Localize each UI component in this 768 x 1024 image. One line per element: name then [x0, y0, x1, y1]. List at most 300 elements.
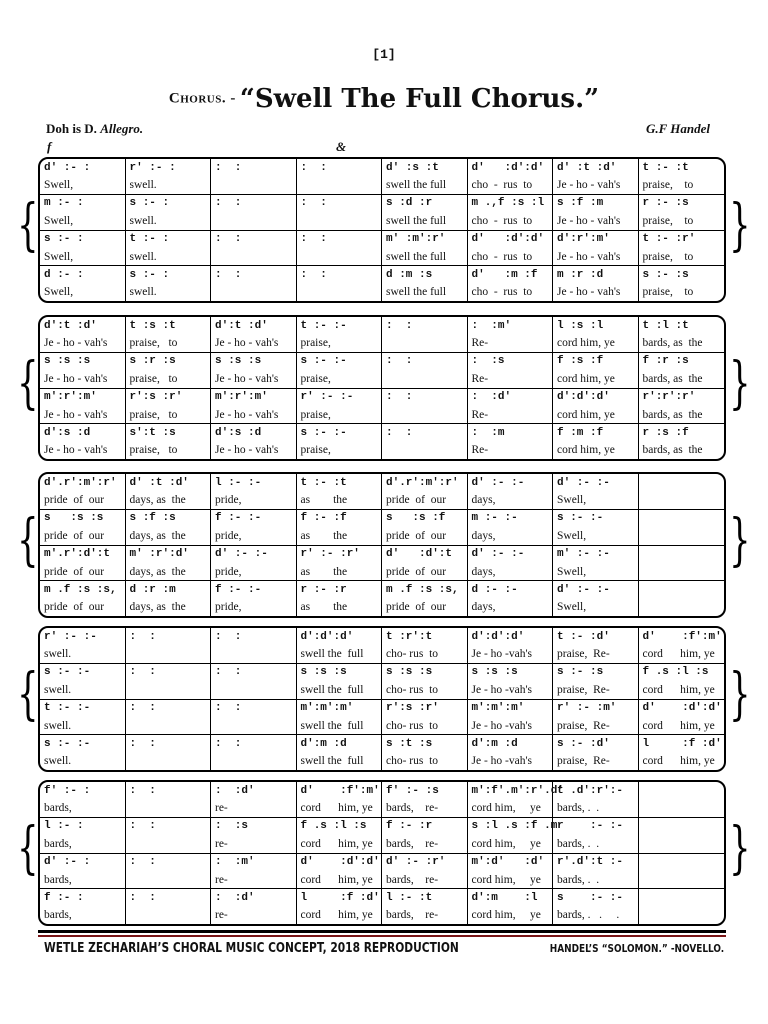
note-line: d' :- :-: [557, 583, 610, 596]
lyric-line: pride of our: [386, 601, 447, 614]
lyric-line: bards, re-: [382, 799, 467, 817]
note-line: s':t :s: [129, 426, 176, 439]
lyric-line: swell the full: [382, 248, 467, 266]
lyric-line: cord him, ye: [642, 755, 715, 768]
note-line: f' :- :: [44, 784, 91, 797]
lyric-line: [211, 284, 296, 301]
note-line: s :- :-: [300, 355, 347, 368]
page-title: “Swell The Full Chorus.”: [239, 84, 600, 114]
lyric-line: Je - ho -vah's: [468, 717, 553, 735]
measure: [468, 628, 554, 770]
note-line: t :- :-: [300, 319, 347, 332]
note-line: t :- :: [129, 233, 170, 246]
note-line: [639, 510, 725, 527]
note-line: s :f :s: [129, 512, 176, 525]
note-line: : :: [386, 319, 413, 332]
note-line: : :: [129, 891, 156, 904]
note-line: d' :- :-: [471, 548, 525, 561]
lyric-line: Je - ho -vah's: [471, 755, 533, 768]
note-line: s :f :m: [557, 197, 604, 210]
note-line: r':s :r': [129, 391, 183, 404]
note-line: r :- :-: [557, 820, 624, 833]
lyric-line: bards, . .: [553, 871, 638, 889]
note-line: : :: [129, 856, 156, 869]
measure: [382, 317, 468, 459]
lyric-line: praise, to: [639, 212, 725, 230]
note-line: d' :d':t: [386, 548, 453, 561]
lyric-line: bards,: [44, 909, 72, 922]
lyric-line: Je - ho -vah's: [468, 645, 553, 663]
left-brace-icon: {: [17, 351, 39, 416]
note-line: l :- :: [44, 820, 84, 833]
note-line: d' :d':d': [300, 856, 380, 869]
left-brace-icon: {: [17, 508, 39, 573]
note-line: s :- :-: [44, 666, 91, 679]
lyric-line: days,: [468, 491, 553, 509]
note-line: : :: [215, 233, 242, 246]
measure: [382, 159, 468, 301]
lyric-line: cho - rus to: [468, 248, 553, 266]
measure: [297, 159, 383, 301]
lyric-line: Swell,: [44, 286, 74, 299]
lyric-line: cho - rus to: [471, 286, 533, 299]
lyric-line: swell the full: [386, 286, 447, 299]
lyric-line: cord him, ye: [553, 406, 638, 424]
measure-grid: [40, 628, 724, 770]
lyric-line: [639, 835, 725, 853]
score-system: [38, 472, 726, 618]
lyric-line: days, as the: [126, 527, 211, 545]
note-line: d' :f':m': [300, 784, 380, 797]
lyric-line: swell.: [40, 717, 125, 735]
page-number: [1]: [372, 47, 396, 62]
note-line: d':s :d: [215, 426, 262, 439]
footer-rule: [38, 930, 726, 933]
note-line: [639, 889, 725, 906]
chorus-label: Chorus. -: [168, 90, 236, 107]
measure: [40, 317, 126, 459]
note-line: r':r':r': [642, 391, 696, 404]
note-line: d' :- :r': [386, 856, 446, 869]
note-line: : :: [129, 784, 156, 797]
lyric-line: re-: [211, 799, 296, 817]
note-line: l :- :t: [386, 891, 433, 904]
note-line: l :f :d': [300, 891, 380, 904]
lyric-line: pride of our: [40, 527, 125, 545]
note-line: s :d :r: [386, 197, 433, 210]
note-line: r':s :r': [386, 702, 439, 715]
lyric-line: [211, 717, 296, 735]
lyric-line: Re-: [471, 444, 489, 457]
note-line: d :- :-: [471, 583, 518, 596]
tempo-marking: Allegro.: [100, 121, 144, 136]
measure: [468, 782, 564, 924]
lyric-line: pride of our: [40, 491, 125, 509]
note-line: t :- :t: [300, 476, 347, 489]
lyric-line: [126, 645, 211, 663]
left-brace-icon: {: [17, 816, 39, 881]
measure: [297, 317, 383, 459]
lyric-line: bards, as the: [639, 406, 725, 424]
lyric-line: Swell,: [40, 212, 125, 230]
lyric-line: cord him, ye: [297, 835, 382, 853]
lyric-line: Je - ho - vah's: [44, 444, 108, 457]
key-tempo: [46, 121, 143, 137]
note-line: r' :- :r': [300, 548, 360, 561]
key-signature: Doh is D.: [46, 121, 97, 136]
lyric-line: Je - ho - vah's: [40, 334, 125, 352]
measure: [639, 782, 725, 924]
note-line: [639, 474, 725, 491]
note-line: d'.r':m':r': [44, 476, 117, 489]
lyric-line: [639, 799, 725, 817]
note-line: : :: [300, 197, 327, 210]
note-line: s :- :s: [557, 666, 604, 679]
note-line: m':m':m': [300, 702, 354, 715]
note-line: d' :s :t: [386, 161, 439, 174]
lyric-line: [382, 334, 467, 352]
note-line: d':r':m': [557, 233, 610, 246]
lyric-line: bards, re-: [382, 871, 467, 889]
note-line: s :s :s: [386, 666, 433, 679]
measure: [382, 474, 468, 616]
note-line: d':m :d: [471, 737, 518, 750]
measure: [468, 317, 554, 459]
lyric-line: as the: [300, 601, 348, 614]
lyric-line: pride of our: [382, 563, 467, 581]
lyric-line: Je - ho - vah's: [553, 212, 638, 230]
dynamic-forte: f: [47, 139, 52, 154]
note-line: d'.r':m':r': [386, 476, 459, 489]
lyric-line: cord him, ye: [468, 799, 553, 817]
lyric-line: bards, as the: [639, 334, 725, 352]
lyric-line: bards, . .: [553, 799, 638, 817]
note-line: r'.d':t :-: [557, 856, 624, 869]
lyric-line: [297, 176, 382, 194]
note-line: d' :f':m': [642, 630, 722, 643]
footer-source: HANDEL’S “SOLOMON.” -NOVELLO.: [549, 943, 724, 955]
lyric-line: Je - ho - vah's: [40, 370, 125, 388]
note-line: : :: [215, 630, 242, 643]
measure: [639, 317, 725, 459]
lyric-line: cord him, ye: [297, 871, 382, 889]
lyric-line: Swell,: [557, 601, 587, 614]
note-line: f :m :f: [557, 426, 604, 439]
lyric-line: days, as the: [126, 491, 211, 509]
lyric-line: cho- rus to: [382, 717, 467, 735]
note-line: d':s :d: [44, 426, 91, 439]
measure: [126, 159, 212, 301]
note-line: s :- :-: [557, 891, 624, 904]
note-line: : :m': [215, 856, 255, 869]
note-line: r :- :r: [300, 583, 347, 596]
lyric-line: swell.: [126, 176, 211, 194]
lyric-line: re-: [211, 871, 296, 889]
measure: [639, 474, 725, 616]
measure: [211, 782, 297, 924]
lyric-line: praise,: [297, 334, 382, 352]
note-line: t :s :t: [129, 319, 176, 332]
note-line: f :r :s: [642, 355, 689, 368]
lyric-line: Swell,: [553, 563, 638, 581]
lyric-line: [382, 406, 467, 424]
note-line: t :r':t: [386, 630, 433, 643]
measure: [126, 782, 212, 924]
note-line: : :m': [471, 319, 512, 332]
measure: [126, 474, 212, 616]
measure: [553, 628, 639, 770]
measure: [126, 628, 212, 770]
lyric-line: days, as the: [126, 563, 211, 581]
note-line: d' :t :d': [129, 476, 189, 489]
lyric-line: [211, 212, 296, 230]
note-line: m':d' :d': [471, 856, 545, 869]
note-line: m' :m':r': [386, 233, 446, 246]
lyric-line: Je - ho - vah's: [211, 370, 296, 388]
note-line: r' :- :-: [300, 391, 354, 404]
note-line: s :s :s: [44, 512, 104, 525]
measure-grid: [40, 474, 724, 616]
note-line: f :- :-: [215, 512, 262, 525]
note-line: [639, 546, 725, 563]
lyric-line: Je - ho - vah's: [553, 248, 638, 266]
measure: [553, 474, 639, 616]
note-line: s :- :-: [557, 512, 604, 525]
lyric-line: Je - ho - vah's: [553, 176, 638, 194]
lyric-line: days,: [471, 601, 496, 614]
measure: [297, 628, 383, 770]
lyric-line: cord him, ye: [297, 799, 382, 817]
lyric-line: [639, 563, 725, 581]
note-line: m':r':m': [215, 391, 268, 404]
note-line: : :: [386, 391, 413, 404]
lyric-line: swell the full: [300, 755, 364, 768]
note-line: f :- :f: [300, 512, 347, 525]
measure: [468, 159, 554, 301]
note-line: [639, 782, 725, 799]
lyric-line: praise, Re-: [553, 645, 638, 663]
note-line: r :s :f: [642, 426, 689, 439]
note-line: d' :d':d': [471, 233, 545, 246]
note-line: d':d':d': [557, 391, 610, 404]
lyric-line: [126, 799, 211, 817]
lyric-line: bards, . . .: [557, 909, 620, 922]
measure: [211, 317, 297, 459]
note-line: s :- :: [44, 233, 84, 246]
lyric-line: cho- rus to: [386, 755, 439, 768]
note-line: m .,f :s :l: [471, 197, 545, 210]
lyric-line: bards,: [40, 871, 125, 889]
note-line: s :- :-: [44, 737, 91, 750]
footer-credit: WETLE ZECHARIAH’S CHORAL MUSIC CONCEPT, 2018 REPRODUCTION: [44, 941, 459, 956]
lyric-line: [297, 248, 382, 266]
note-line: t :- :t: [642, 161, 689, 174]
note-line: d' :t :d': [557, 161, 617, 174]
note-line: d :r :m: [129, 583, 176, 596]
lyric-line: Je - ho -vah's: [468, 681, 553, 699]
lyric-line: re-: [215, 909, 228, 922]
lyric-line: cord him, ye: [553, 370, 638, 388]
lyric-line: [126, 717, 211, 735]
lyric-line: praise, to: [642, 286, 694, 299]
lyric-line: cord him, ye: [639, 645, 725, 663]
score-system: [38, 157, 726, 303]
note-line: s :s :s: [215, 355, 262, 368]
note-line: r' :- :-: [44, 630, 97, 643]
lyric-line: praise, to: [126, 406, 211, 424]
note-line: d':d':d': [300, 630, 354, 643]
note-line: r' :- :m': [557, 702, 617, 715]
lyric-line: as the: [297, 491, 382, 509]
lyric-line: swell.: [44, 755, 72, 768]
lyric-line: bards,: [40, 799, 125, 817]
note-line: : :: [215, 268, 242, 281]
lyric-line: swell the full: [297, 717, 382, 735]
note-line: [639, 854, 725, 871]
lyric-line: praise, Re-: [553, 681, 638, 699]
measure: [211, 159, 297, 301]
measure: [297, 474, 383, 616]
lyric-line: pride,: [211, 563, 296, 581]
note-line: s :r :s: [129, 355, 176, 368]
lyric-line: praise,: [297, 370, 382, 388]
lyric-line: swell the full: [382, 176, 467, 194]
lyric-line: Swell,: [40, 248, 125, 266]
measure: [382, 628, 468, 770]
note-line: d' :d':d': [642, 702, 722, 715]
lyric-line: bards, as the: [642, 444, 703, 457]
right-brace-icon: }: [729, 193, 751, 258]
lyric-line: cord him, ye: [639, 681, 725, 699]
lyric-line: cho- rus to: [382, 645, 467, 663]
note-line: m' :r':d': [129, 548, 189, 561]
note-line: d':d':d': [471, 630, 525, 643]
note-line: r' :- :: [129, 161, 176, 174]
lyric-line: swell.: [40, 645, 125, 663]
note-line: m':m':m': [471, 702, 525, 715]
note-line: s :- :: [129, 268, 170, 281]
note-line: : :: [215, 161, 242, 174]
lyric-line: Re-: [468, 334, 553, 352]
measure: [639, 159, 725, 301]
note-line: r :- :s: [642, 197, 689, 210]
lyric-line: pride,: [211, 491, 296, 509]
note-line: s :l .s :f .m: [471, 820, 558, 833]
note-line: : :: [129, 666, 156, 679]
note-line: [639, 581, 725, 598]
lyric-line: [639, 599, 725, 616]
lyric-line: re-: [211, 835, 296, 853]
note-line: d :- :: [44, 268, 84, 281]
note-line: s :s :f: [386, 512, 446, 525]
note-line: t :- :-: [44, 702, 91, 715]
note-line: : :d': [471, 391, 512, 404]
note-line: : :: [215, 197, 242, 210]
lyric-line: Je - ho - vah's: [215, 444, 279, 457]
note-line: d' :- :-: [215, 548, 268, 561]
note-line: m':r':m': [44, 391, 97, 404]
note-line: m .f :s :s,: [44, 583, 117, 596]
lyric-line: cho- rus to: [382, 681, 467, 699]
lyric-line: praise, Re-: [557, 755, 610, 768]
lyric-line: pride,: [211, 527, 296, 545]
lyric-line: days, as the: [129, 601, 186, 614]
lyric-line: bards, as the: [639, 370, 725, 388]
note-line: : :s: [471, 355, 505, 368]
right-brace-icon: }: [729, 508, 751, 573]
note-line: : :: [129, 737, 156, 750]
lyric-line: [211, 681, 296, 699]
lyric-line: cho - rus to: [468, 176, 553, 194]
measure: [126, 317, 212, 459]
left-brace-icon: {: [17, 662, 39, 727]
lyric-line: pride of our: [382, 491, 467, 509]
lyric-line: [126, 871, 211, 889]
title-row: [0, 84, 768, 114]
measure: [40, 159, 126, 301]
lyric-line: [126, 753, 211, 770]
lyric-line: [297, 212, 382, 230]
score-system: [38, 626, 726, 772]
lyric-line: days,: [468, 527, 553, 545]
lyric-line: [639, 907, 725, 924]
measure: [639, 628, 725, 770]
measure-grid: [40, 159, 724, 301]
lyric-line: as the: [297, 563, 382, 581]
measure: [211, 628, 297, 770]
right-brace-icon: }: [729, 816, 751, 881]
lyric-line: cord him, ye: [553, 334, 638, 352]
note-line: m' :- :-: [557, 548, 610, 561]
lyric-line: praise, to: [639, 248, 725, 266]
note-line: f :s :f: [557, 355, 604, 368]
score-system: [38, 315, 726, 461]
note-line: l :s :l: [557, 319, 604, 332]
lyric-line: [211, 248, 296, 266]
note-line: d':m :d: [300, 737, 347, 750]
lyric-line: cord him, ye: [471, 909, 541, 922]
measure: [297, 782, 383, 924]
note-line: : :: [300, 268, 327, 281]
lyric-line: swell.: [40, 681, 125, 699]
note-line: m :- :: [44, 197, 84, 210]
lyric-line: pride,: [215, 601, 242, 614]
right-brace-icon: }: [729, 662, 751, 727]
lyric-line: swell.: [126, 248, 211, 266]
note-line: : :: [129, 630, 156, 643]
composer: G.F Handel: [645, 121, 710, 136]
lyric-line: Re-: [468, 406, 553, 424]
note-line: d' :- :: [44, 161, 91, 174]
note-line: : :: [129, 702, 156, 715]
note-line: s :- :s: [642, 268, 689, 281]
dynamic-and: &: [336, 139, 347, 154]
note-line: d' :- :-: [557, 476, 610, 489]
note-line: d' :m :f: [471, 268, 538, 281]
lyric-line: cho - rus to: [468, 212, 553, 230]
note-line: : :: [300, 233, 327, 246]
note-line: : :d': [215, 891, 255, 904]
note-line: d':t :d': [44, 319, 97, 332]
lyric-line: swell the full: [382, 212, 467, 230]
note-line: t :- :r': [642, 233, 696, 246]
lyric-line: bards,: [40, 835, 125, 853]
note-line: s :- :-: [300, 426, 347, 439]
note-line: f .s :l :s: [300, 820, 367, 833]
lyric-line: as the: [297, 527, 382, 545]
note-line: f :- :-: [215, 583, 262, 596]
note-line: : :: [129, 820, 156, 833]
